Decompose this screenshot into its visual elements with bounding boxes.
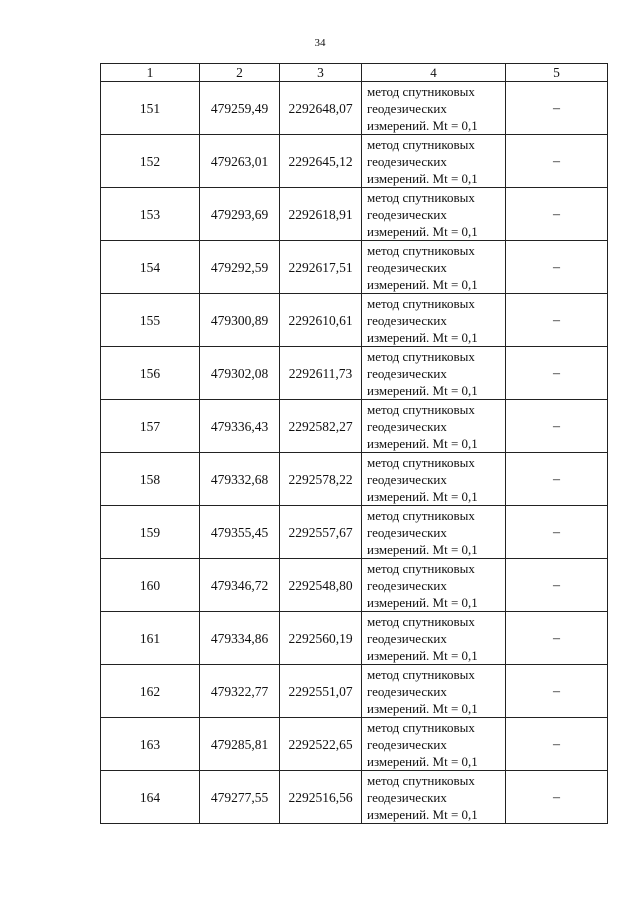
method-line-3: измерений. Mt = 0,1 — [367, 488, 478, 504]
point-number-cell: 157 — [101, 400, 200, 453]
note-cell — [506, 294, 608, 347]
y-coordinate-cell: 2292516,56 — [280, 771, 362, 824]
note-cell — [506, 506, 608, 559]
dash-value: – — [553, 313, 560, 328]
method-cell — [362, 188, 506, 241]
dash-value: – — [553, 207, 560, 222]
note-cell — [506, 665, 608, 718]
table-row — [101, 347, 608, 400]
table-row — [101, 453, 608, 506]
x-coordinate-cell: 479332,68 — [200, 453, 280, 506]
table-row — [101, 400, 608, 453]
method-cell — [362, 453, 506, 506]
method-line-3: измерений. Mt = 0,1 — [367, 753, 478, 769]
x-coordinate-cell: 479302,08 — [200, 347, 280, 400]
note-cell — [506, 771, 608, 824]
y-coordinate-cell: 2292610,61 — [280, 294, 362, 347]
method-line-3: измерений. Mt = 0,1 — [367, 117, 478, 133]
note-cell — [506, 718, 608, 771]
method-line-2: геодезических — [367, 418, 447, 434]
dash-value: – — [553, 525, 560, 540]
table-row — [101, 188, 608, 241]
note-cell — [506, 453, 608, 506]
x-coordinate-cell: 479346,72 — [200, 559, 280, 612]
y-coordinate-cell: 2292557,67 — [280, 506, 362, 559]
method-cell — [362, 506, 506, 559]
note-cell — [506, 612, 608, 665]
method-line-1: метод спутниковых — [367, 401, 475, 417]
method-line-1: метод спутниковых — [367, 348, 475, 364]
method-line-2: геодезических — [367, 312, 447, 328]
x-coordinate-cell: 479263,01 — [200, 135, 280, 188]
point-number-cell: 163 — [101, 718, 200, 771]
method-cell — [362, 347, 506, 400]
method-line-2: геодезических — [367, 365, 447, 381]
y-coordinate-cell: 2292648,07 — [280, 82, 362, 135]
method-line-3: измерений. Mt = 0,1 — [367, 594, 478, 610]
method-line-3: измерений. Mt = 0,1 — [367, 170, 478, 186]
table-row — [101, 718, 608, 771]
method-cell — [362, 771, 506, 824]
y-coordinate-cell: 2292618,91 — [280, 188, 362, 241]
dash-value: – — [553, 472, 560, 487]
method-line-3: измерений. Mt = 0,1 — [367, 382, 478, 398]
method-line-2: геодезических — [367, 577, 447, 593]
method-line-1: метод спутниковых — [367, 242, 475, 258]
method-line-1: метод спутниковых — [367, 507, 475, 523]
dash-value: – — [553, 631, 560, 646]
table-row — [101, 506, 608, 559]
note-cell — [506, 559, 608, 612]
method-cell — [362, 400, 506, 453]
x-coordinate-cell: 479277,55 — [200, 771, 280, 824]
x-coordinate-cell: 479336,43 — [200, 400, 280, 453]
method-line-2: геодезических — [367, 524, 447, 540]
method-cell — [362, 82, 506, 135]
method-line-3: измерений. Mt = 0,1 — [367, 700, 478, 716]
y-coordinate-cell: 2292578,22 — [280, 453, 362, 506]
y-coordinate-cell: 2292551,07 — [280, 665, 362, 718]
point-number-cell: 155 — [101, 294, 200, 347]
table-header — [101, 64, 608, 82]
method-cell — [362, 612, 506, 665]
table-row — [101, 559, 608, 612]
dash-value: – — [553, 737, 560, 752]
dash-value: – — [553, 419, 560, 434]
note-cell — [506, 241, 608, 294]
method-line-1: метод спутниковых — [367, 666, 475, 682]
table-row — [101, 665, 608, 718]
y-coordinate-cell: 2292645,12 — [280, 135, 362, 188]
method-line-2: геодезических — [367, 259, 447, 275]
point-number-cell: 154 — [101, 241, 200, 294]
x-coordinate-cell: 479300,89 — [200, 294, 280, 347]
page-number: 34 — [314, 37, 326, 49]
point-number-cell: 162 — [101, 665, 200, 718]
header-col-3: 3 — [280, 64, 362, 82]
point-number-cell: 156 — [101, 347, 200, 400]
header-col-5: 5 — [506, 64, 608, 82]
method-cell — [362, 718, 506, 771]
header-col-2: 2 — [200, 64, 280, 82]
dash-value: – — [553, 101, 560, 116]
method-cell — [362, 135, 506, 188]
y-coordinate-cell: 2292611,73 — [280, 347, 362, 400]
y-coordinate-cell: 2292560,19 — [280, 612, 362, 665]
method-line-1: метод спутниковых — [367, 83, 475, 99]
table-row — [101, 135, 608, 188]
method-line-3: измерений. Mt = 0,1 — [367, 435, 478, 451]
x-coordinate-cell: 479285,81 — [200, 718, 280, 771]
method-line-1: метод спутниковых — [367, 295, 475, 311]
point-number-cell: 151 — [101, 82, 200, 135]
method-cell — [362, 559, 506, 612]
method-line-2: геодезических — [367, 471, 447, 487]
x-coordinate-cell: 479292,59 — [200, 241, 280, 294]
method-line-1: метод спутниковых — [367, 454, 475, 470]
coordinates-table — [100, 63, 608, 824]
table-row — [101, 82, 608, 135]
dash-value: – — [553, 154, 560, 169]
point-number-cell: 153 — [101, 188, 200, 241]
method-line-3: измерений. Mt = 0,1 — [367, 276, 478, 292]
note-cell — [506, 135, 608, 188]
point-number-cell: 159 — [101, 506, 200, 559]
method-line-3: измерений. Mt = 0,1 — [367, 541, 478, 557]
method-line-2: геодезических — [367, 100, 447, 116]
header-row — [101, 64, 608, 82]
method-line-2: геодезических — [367, 683, 447, 699]
method-line-1: метод спутниковых — [367, 560, 475, 576]
note-cell — [506, 188, 608, 241]
y-coordinate-cell: 2292522,65 — [280, 718, 362, 771]
table-row — [101, 294, 608, 347]
y-coordinate-cell: 2292582,27 — [280, 400, 362, 453]
table-body — [101, 82, 608, 824]
x-coordinate-cell: 479293,69 — [200, 188, 280, 241]
point-number-cell: 152 — [101, 135, 200, 188]
x-coordinate-cell: 479322,77 — [200, 665, 280, 718]
method-line-2: геодезических — [367, 153, 447, 169]
x-coordinate-cell: 479259,49 — [200, 82, 280, 135]
method-line-1: метод спутниковых — [367, 719, 475, 735]
method-line-3: измерений. Mt = 0,1 — [367, 223, 478, 239]
method-line-1: метод спутниковых — [367, 613, 475, 629]
method-line-1: метод спутниковых — [367, 189, 475, 205]
method-line-3: измерений. Mt = 0,1 — [367, 806, 478, 822]
method-line-3: измерений. Mt = 0,1 — [367, 647, 478, 663]
point-number-cell: 158 — [101, 453, 200, 506]
point-number-cell: 164 — [101, 771, 200, 824]
point-number-cell: 161 — [101, 612, 200, 665]
dash-value: – — [553, 578, 560, 593]
method-line-2: геодезических — [367, 630, 447, 646]
point-number-cell: 160 — [101, 559, 200, 612]
header-col-4: 4 — [362, 64, 506, 82]
table-row — [101, 241, 608, 294]
method-cell — [362, 294, 506, 347]
dash-value: – — [553, 366, 560, 381]
method-line-3: измерений. Mt = 0,1 — [367, 329, 478, 345]
x-coordinate-cell: 479355,45 — [200, 506, 280, 559]
table-row — [101, 612, 608, 665]
x-coordinate-cell: 479334,86 — [200, 612, 280, 665]
method-line-1: метод спутниковых — [367, 136, 475, 152]
y-coordinate-cell: 2292617,51 — [280, 241, 362, 294]
dash-value: – — [553, 684, 560, 699]
y-coordinate-cell: 2292548,80 — [280, 559, 362, 612]
header-col-1: 1 — [101, 64, 200, 82]
note-cell — [506, 400, 608, 453]
method-line-1: метод спутниковых — [367, 772, 475, 788]
dash-value: – — [553, 260, 560, 275]
method-line-2: геодезических — [367, 789, 447, 805]
note-cell — [506, 82, 608, 135]
note-cell — [506, 347, 608, 400]
method-line-2: геодезических — [367, 206, 447, 222]
method-line-2: геодезических — [367, 736, 447, 752]
method-cell — [362, 665, 506, 718]
method-cell — [362, 241, 506, 294]
table-row — [101, 771, 608, 824]
dash-value: – — [553, 790, 560, 805]
